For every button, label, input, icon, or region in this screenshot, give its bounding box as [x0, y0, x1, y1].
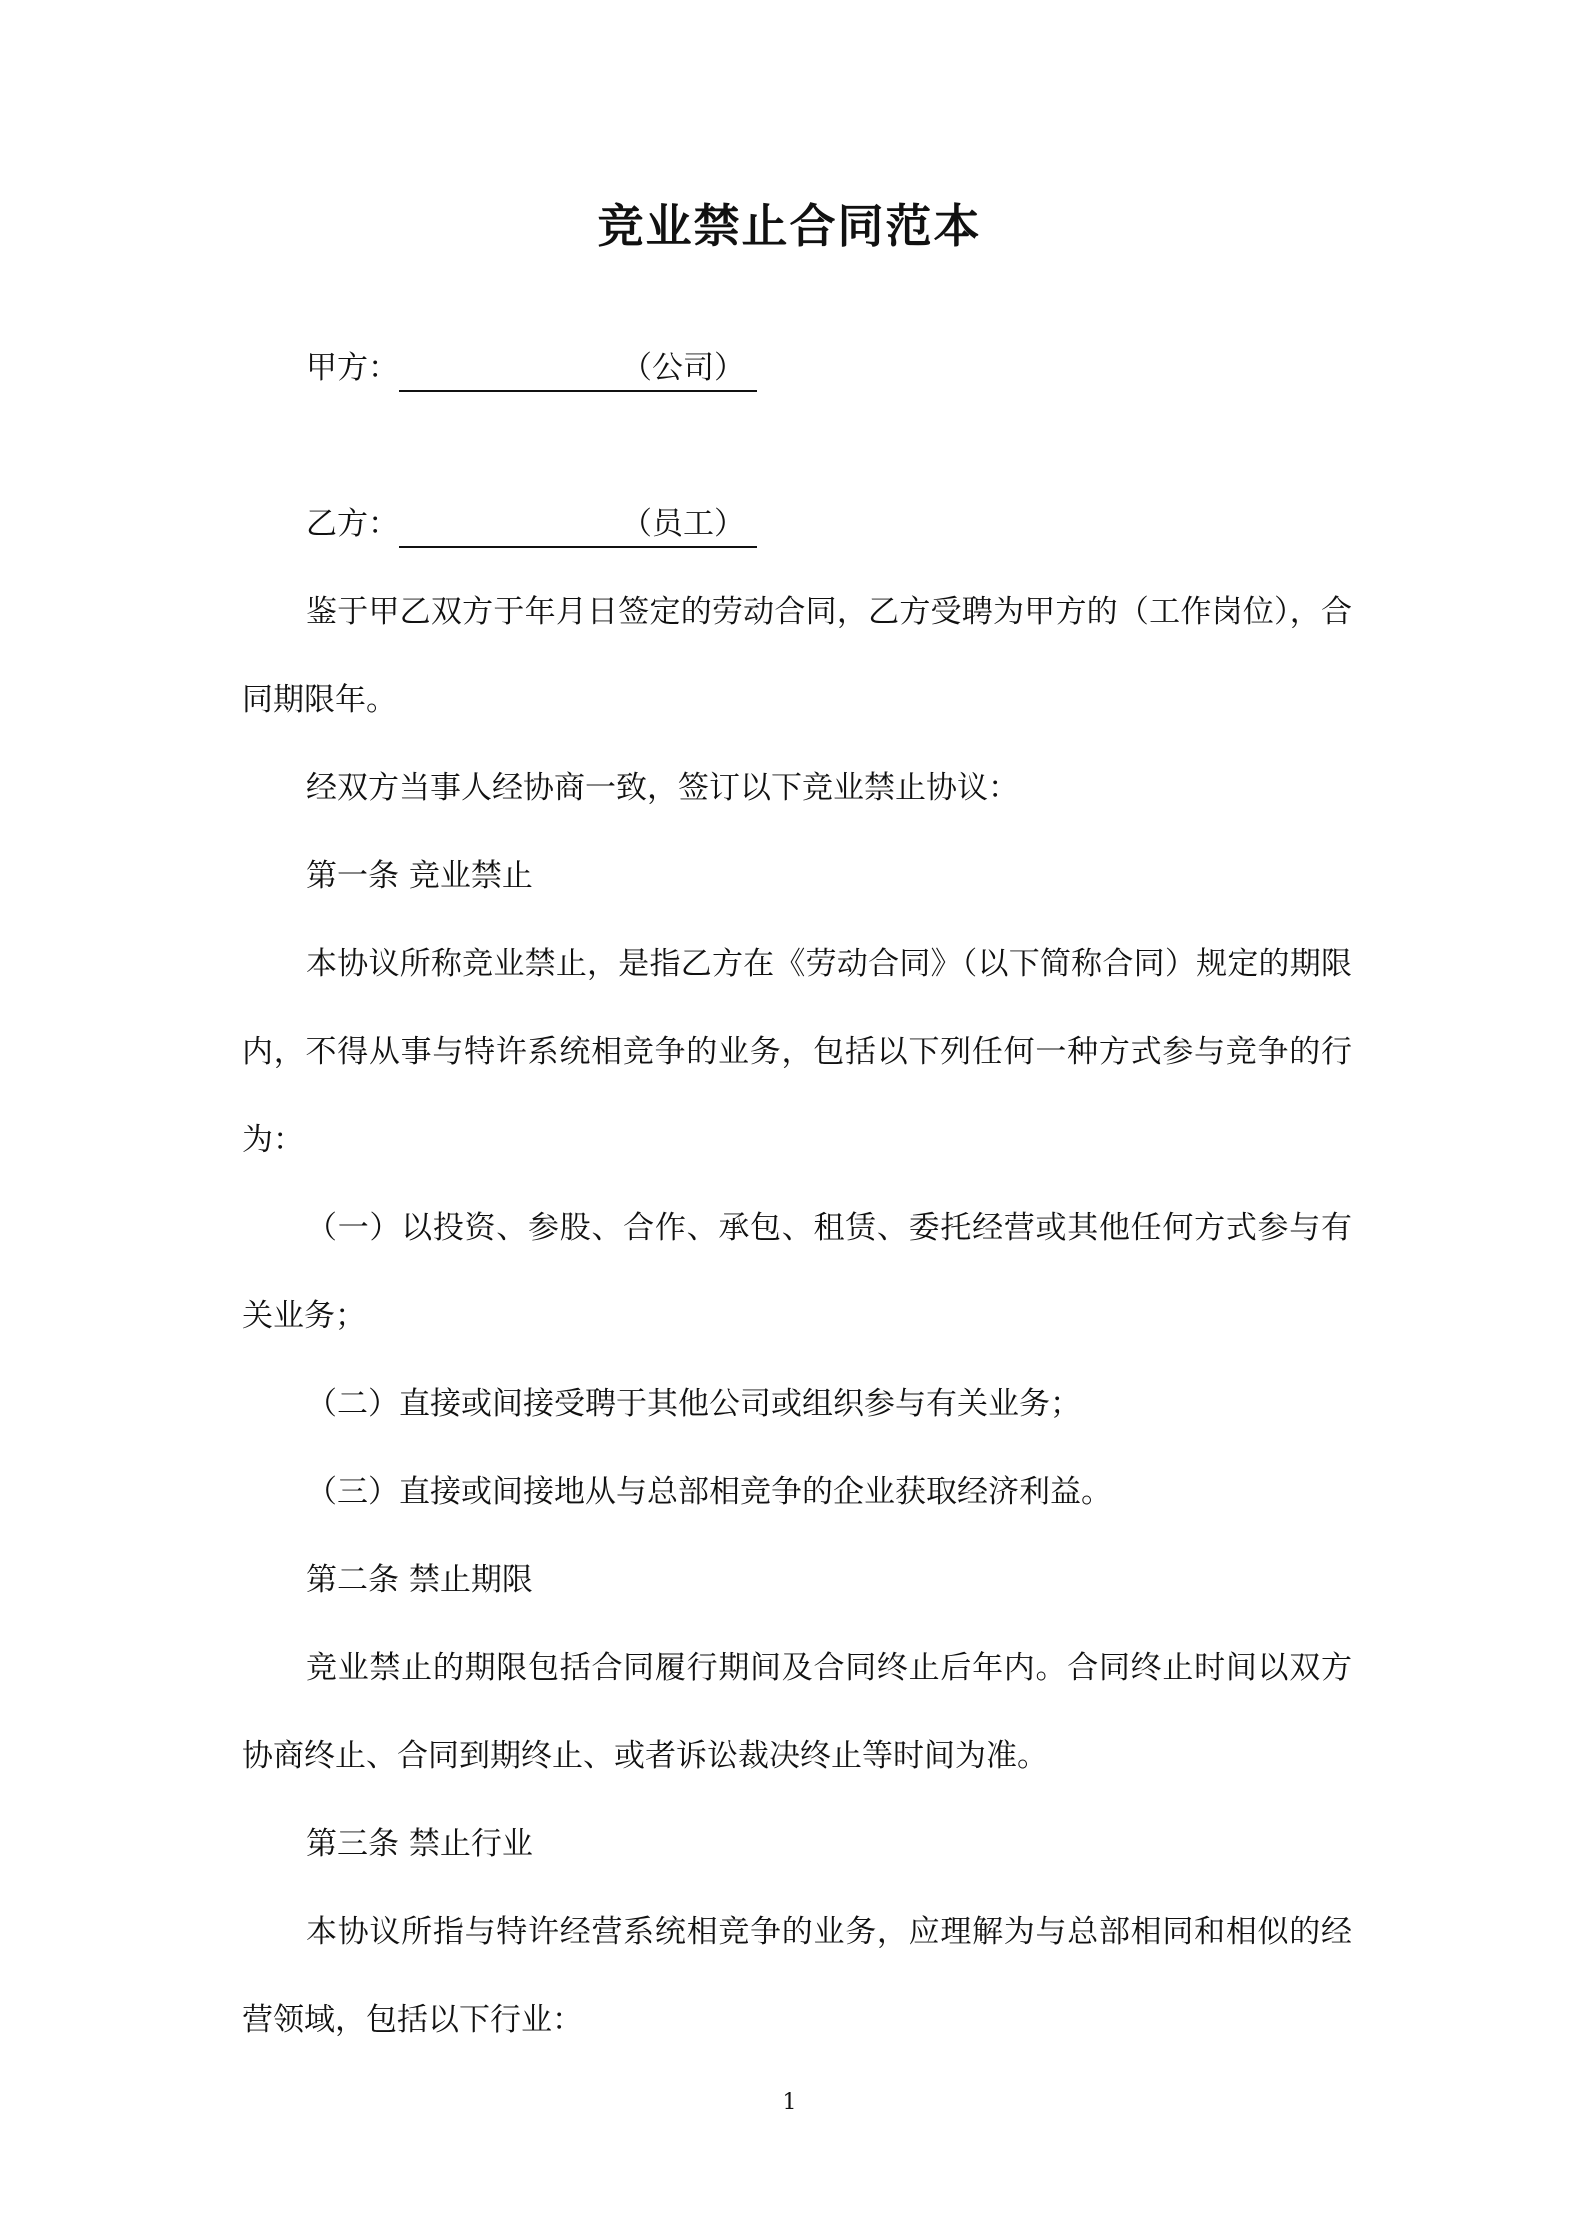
article-1-item-2: （二）直接或间接受聘于其他公司或组织参与有关业务；: [306, 1386, 1081, 1422]
party-a-line: [306, 346, 757, 392]
party-b-label: 乙方：: [306, 506, 399, 542]
party-b-suffix: （员工）: [611, 502, 757, 548]
article-1-heading: 第一条 竞业禁止: [306, 858, 533, 894]
article-3-heading: 第三条 禁止行业: [306, 1826, 533, 1862]
article-1-definition: 本协议所称竞业禁止，是指乙方在《劳动合同》（以下简称合同）规定的期限内，不得从事与特许系统相竞争的业务，包括以下列任何一种方式参与竞争的行为：: [242, 946, 1352, 1158]
paragraph-recital: 鉴于甲乙双方于年月日签定的劳动合同，乙方受聘为甲方的（工作岗位），合同期限年。: [242, 594, 1352, 718]
party-b-blank: [399, 510, 611, 548]
page-number: 1: [782, 2090, 797, 2115]
contract-body: [242, 568, 1352, 2064]
article-2-text: 竞业禁止的期限包括合同履行期间及合同终止后年内。合同终止时间以双方协商终止、合同到期终止、或者诉讼裁决终止等时间为准。: [242, 1650, 1352, 1774]
party-a-suffix: （公司）: [611, 346, 757, 392]
article-1-item-3: （三）直接或间接地从与总部相竞争的企业获取经济利益。: [306, 1474, 1112, 1510]
party-a-label: 甲方：: [306, 350, 399, 386]
party-b-line: [306, 502, 757, 548]
paragraph-agreement-intro: 经双方当事人经协商一致，签订以下竞业禁止协议：: [306, 770, 1019, 806]
article-2-heading: 第二条 禁止期限: [306, 1562, 533, 1598]
party-a-blank: [399, 354, 611, 392]
article-1-item-1: （一）以投资、参股、合作、承包、租赁、委托经营或其他任何方式参与有关业务；: [242, 1210, 1352, 1334]
article-3-text: 本协议所指与特许经营系统相竞争的业务，应理解为与总部相同和相似的经营领域，包括以下行业：: [242, 1914, 1352, 2038]
document-title: 竞业禁止合同范本: [597, 199, 982, 253]
